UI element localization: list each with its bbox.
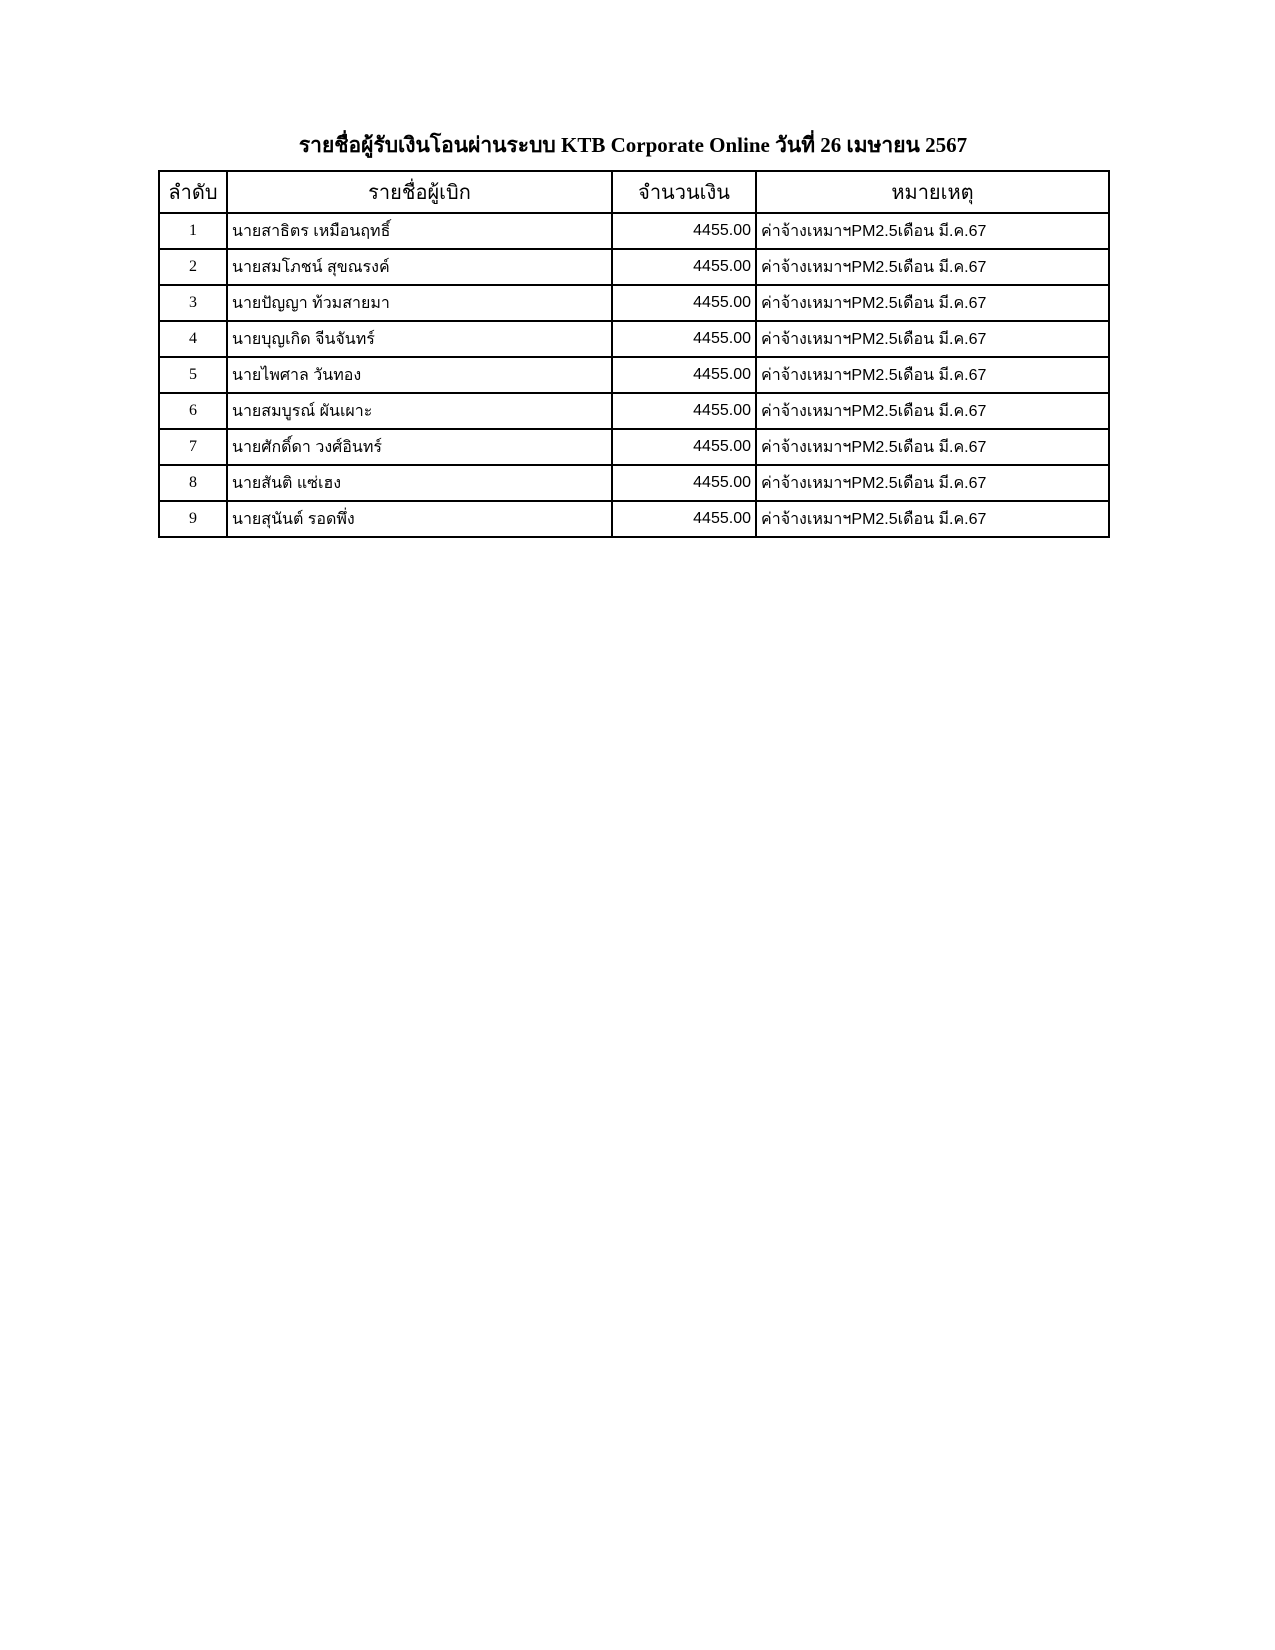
table-row bbox=[159, 321, 1109, 357]
cell-note: ค่าจ้างเหมาฯPM2.5เดือน มี.ค.67 bbox=[756, 465, 1109, 501]
header-name: รายชื่อผู้เบิก bbox=[227, 171, 612, 213]
table-row bbox=[159, 429, 1109, 465]
cell-name: นายบุญเกิด จีนจันทร์ bbox=[227, 321, 612, 357]
cell-name: นายปัญญา ท้วมสายมา bbox=[227, 285, 612, 321]
cell-amount: 4455.00 bbox=[612, 429, 756, 465]
table-row bbox=[159, 393, 1109, 429]
header-note: หมายเหตุ bbox=[756, 171, 1109, 213]
cell-amount: 4455.00 bbox=[612, 249, 756, 285]
table-row bbox=[159, 285, 1109, 321]
cell-order: 9 bbox=[159, 501, 227, 537]
table-row bbox=[159, 357, 1109, 393]
cell-amount: 4455.00 bbox=[612, 501, 756, 537]
cell-name: นายสมบูรณ์ ผันเผาะ bbox=[227, 393, 612, 429]
cell-amount: 4455.00 bbox=[612, 213, 756, 249]
table-row bbox=[159, 465, 1109, 501]
cell-order: 7 bbox=[159, 429, 227, 465]
payee-table bbox=[158, 170, 1110, 538]
cell-note: ค่าจ้างเหมาฯPM2.5เดือน มี.ค.67 bbox=[756, 285, 1109, 321]
table-row bbox=[159, 249, 1109, 285]
document-title: รายชื่อผู้รับเงินโอนผ่านระบบ KTB Corporate Online วันที่ 26 เมษายน 2567 bbox=[298, 133, 968, 157]
cell-note: ค่าจ้างเหมาฯPM2.5เดือน มี.ค.67 bbox=[756, 501, 1109, 537]
cell-order: 8 bbox=[159, 465, 227, 501]
cell-note: ค่าจ้างเหมาฯPM2.5เดือน มี.ค.67 bbox=[756, 321, 1109, 357]
cell-order: 3 bbox=[159, 285, 227, 321]
header-order: ลำดับ bbox=[159, 171, 227, 213]
cell-note: ค่าจ้างเหมาฯPM2.5เดือน มี.ค.67 bbox=[756, 249, 1109, 285]
table-header-row bbox=[159, 171, 1109, 213]
cell-amount: 4455.00 bbox=[612, 393, 756, 429]
cell-note: ค่าจ้างเหมาฯPM2.5เดือน มี.ค.67 bbox=[756, 357, 1109, 393]
cell-name: นายสันติ แซ่เฮง bbox=[227, 465, 612, 501]
table-row bbox=[159, 501, 1109, 537]
cell-note: ค่าจ้างเหมาฯPM2.5เดือน มี.ค.67 bbox=[756, 429, 1109, 465]
cell-name: นายสาธิตร เหมือนฤทธิ์ bbox=[227, 213, 612, 249]
cell-amount: 4455.00 bbox=[612, 285, 756, 321]
cell-order: 1 bbox=[159, 213, 227, 249]
header-amount: จำนวนเงิน bbox=[612, 171, 756, 213]
cell-order: 5 bbox=[159, 357, 227, 393]
cell-amount: 4455.00 bbox=[612, 357, 756, 393]
cell-order: 6 bbox=[159, 393, 227, 429]
cell-order: 4 bbox=[159, 321, 227, 357]
cell-name: นายศักดิ์ดา วงศ์อินทร์ bbox=[227, 429, 612, 465]
cell-name: นายสมโภชน์ สุขณรงค์ bbox=[227, 249, 612, 285]
cell-note: ค่าจ้างเหมาฯPM2.5เดือน มี.ค.67 bbox=[756, 393, 1109, 429]
cell-amount: 4455.00 bbox=[612, 465, 756, 501]
cell-name: นายสุนันต์ รอดพึ่ง bbox=[227, 501, 612, 537]
cell-order: 2 bbox=[159, 249, 227, 285]
table-row bbox=[159, 213, 1109, 249]
cell-amount: 4455.00 bbox=[612, 321, 756, 357]
cell-name: นายไพศาล วันทอง bbox=[227, 357, 612, 393]
cell-note: ค่าจ้างเหมาฯPM2.5เดือน มี.ค.67 bbox=[756, 213, 1109, 249]
